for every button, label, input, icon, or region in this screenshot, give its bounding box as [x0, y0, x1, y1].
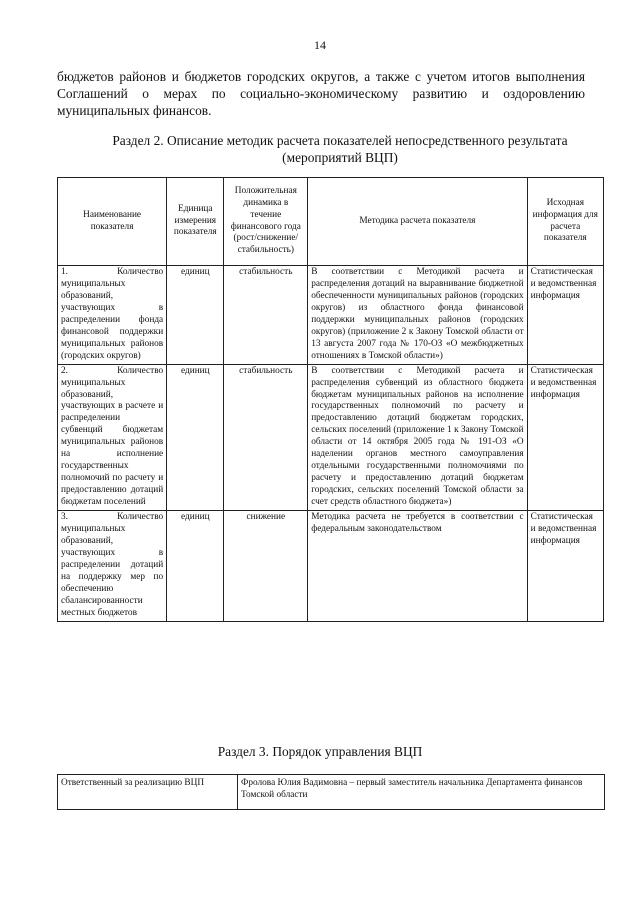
section2-title: Раздел 2. Описание методик расчета показателей непосредственного результата (мероприятий ВЦП) — [112, 133, 568, 165]
management-table — [57, 774, 605, 810]
row-source: Статистическая и ведомственная информация — [527, 364, 603, 510]
row-source: Статистическая и ведомственная информация — [527, 511, 603, 622]
table-row — [58, 364, 604, 510]
row-name: 1. Количество муниципальных образований, участвующих в распределении фонда финансовой поддержки муниципальных районов (городских округов) — [58, 266, 167, 365]
row-name: 2. Количество муниципальных образований, участвующих в расчете и распределении субвенций бюджетам муниципальных районов на исполнение государственных полномочий по расчету и предоставлению дотаций бюджетам поселений — [58, 364, 167, 510]
responsible-label: Ответственный за реализацию ВЦП — [58, 775, 238, 810]
table-row — [58, 511, 604, 622]
header-unit: Единица измерения показателя — [167, 178, 224, 266]
row-method: В соответствии с Методикой расчета и распределения дотаций на выравнивание бюджетной обеспеченности муниципальных районов (городских округов) из областного фонда финансовой поддержки муниципальных районов (городских округов) (приложение 2 к Закону Томской области от 13 августа 2007 года № 170-ОЗ «О межбюджетных отношениях в Томской области») — [308, 266, 527, 365]
row-unit: единиц — [167, 364, 224, 510]
row-method: Методика расчета не требуется в соответствии с федеральным законодательством — [308, 511, 527, 622]
header-method: Методика расчета показателя — [308, 178, 527, 266]
header-dynamics: Положительная динамика в течение финансового года (рост/снижение/стабильность) — [224, 178, 308, 266]
intro-paragraph: бюджетов районов и бюджетов городских округов, а также с учетом итогов выполнения Соглашений о мерах по социально-экономическому развитию и оздоровлению муниципальных финансов. — [57, 69, 585, 118]
section3-title: Раздел 3. Порядок управления ВЦП — [217, 744, 423, 759]
header-source: Исходная информация для расчета показателя — [527, 178, 603, 266]
responsible-value: Фролова Юлия Вадимовна – первый заместитель начальника Департамента финансов Томской области — [238, 775, 605, 810]
row-dynamics: стабильность — [224, 364, 308, 510]
row-method: В соответствии с Методикой расчета и распределения субвенций из областного бюджета бюджетам муниципальных районов на исполнение государственных полномочий по расчету и предоставлению дотаций бюджетам городских, сельских поселений (приложение 1 к Закону Томской области от 14 октября 2005 года № 191-ОЗ «О наделении органов местного самоуправления отдельными государственными полномочиями по расчету и предоставлению дотаций бюджетам городских, сельских поселений Томской области за счет средств областного бюджета») — [308, 364, 527, 510]
row-name: 3. Количество муниципальных образований, участвующих в распределении дотаций на поддержку мер по обеспечению сбалансированности местных бюджетов — [58, 511, 167, 622]
row-dynamics: снижение — [224, 511, 308, 622]
row-source: Статистическая и ведомственная информация — [527, 266, 603, 365]
row-unit: единиц — [167, 266, 224, 365]
table-header-row — [58, 178, 604, 266]
row-dynamics: стабильность — [224, 266, 308, 365]
row-unit: единиц — [167, 511, 224, 622]
table-row — [58, 266, 604, 365]
table-row — [58, 775, 605, 810]
page-number: 14 — [314, 38, 326, 52]
header-name: Наименование показателя — [58, 178, 167, 266]
indicators-table — [57, 177, 604, 622]
